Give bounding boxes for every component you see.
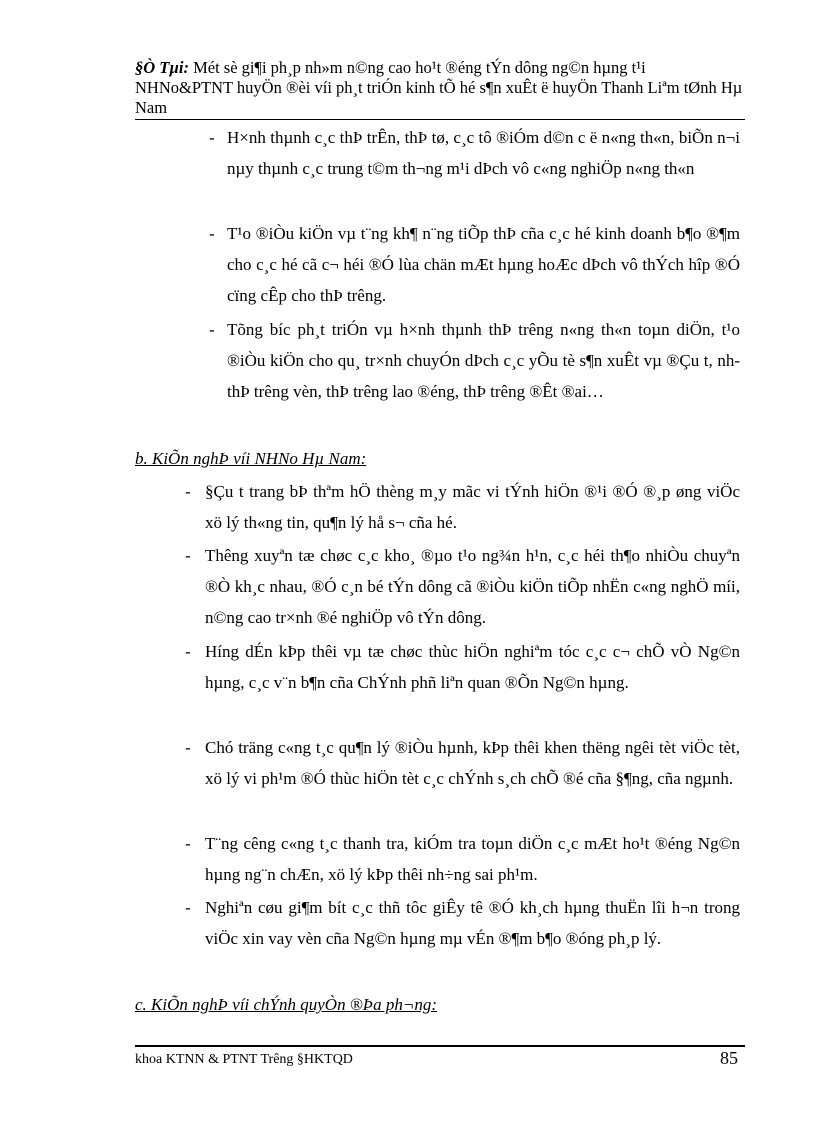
bullet-dash: - — [185, 482, 191, 501]
list-item — [209, 122, 740, 184]
bullet-dash: - — [185, 738, 191, 757]
list-item — [185, 828, 740, 890]
bullet-dash: - — [209, 128, 215, 147]
list-item — [185, 540, 740, 633]
list-item — [209, 314, 740, 407]
list-item — [185, 732, 740, 794]
footer-divider — [135, 1045, 745, 1047]
bullet-dash: - — [209, 320, 215, 339]
list-item-text: Chó träng c«ng t¸c qu¶n lý ®iÒu hµnh, kÞp thêi khen thëng ngêi tèt viÖc tèt, xö lý vi ph¹m ®Ó thùc hiÖn tèt c¸c chÝnh s¸ch chÕ ®é cña §¶ng, cña ngµnh. — [205, 738, 740, 788]
list-item-text: T¹o ®iÒu kiÖn vµ t¨ng kh¶ n¨ng tiÕp thÞ cña c¸c hé kinh doanh b¶o ®¶m cho c¸c hé cã c¬ héi ®Ó lùa chän mÆt hµng hoÆc dÞch vô thÝch hîp ®Ó cïng cÊp cho thÞ trêng. — [227, 224, 740, 305]
list-item-text: §Çu t trang bÞ thªm hÖ thèng m¸y mãc vi tÝnh hiÖn ®¹i ®Ó ®¸p øng viÖc xö lý th«ng tin, qu¶n lý hå s¬ cña hé. — [205, 482, 740, 532]
list-item — [185, 636, 740, 698]
bullet-dash: - — [185, 898, 191, 917]
bullet-dash: - — [209, 224, 215, 243]
list-item-text: Nghiªn cøu gi¶m bít c¸c thñ tôc giÊy tê ®Ó kh¸ch hµng thuËn lîi h¬n trong viÖc xin vay vèn cña Ng©n hµng mµ vÉn ®¶m b¶o ®óng ph¸p lý. — [205, 898, 740, 948]
bullet-dash: - — [185, 642, 191, 661]
section2-heading: b. KiÕn nghÞ víi NHNo Hµ Nam: — [135, 449, 367, 468]
header-lead: §Ò Tµi: — [135, 58, 189, 77]
bullet-dash: - — [185, 834, 191, 853]
list-item-text: T¨ng cêng c«ng t¸c thanh tra, kiÓm tra toµn diÖn c¸c mÆt ho¹t ®éng Ng©n hµng ng¨n chÆn, xö lý kÞp thêi nh÷ng sai ph¹m. — [205, 834, 740, 884]
list-item — [209, 218, 740, 311]
list-item — [185, 892, 740, 954]
list-item-text: Thêng xuyªn tæ chøc c¸c kho¸ ®µo t¹o ng¾n h¹n, c¸c héi th¶o nhiÒu chuyªn ®Ò kh¸c nhau, ®Ó c¸n bé tÝn dông cã ®iÒu kiÖn tiÕp nhËn c«ng nghÖ míi, n©ng cao tr×nh ®é nghiÖp vô tÝn dông. — [205, 546, 740, 627]
list-item — [185, 476, 740, 538]
page-number: 85 — [720, 1048, 738, 1068]
list-item-text: Híng dÉn kÞp thêi vµ tæ chøc thùc hiÖn nghiªm tóc c¸c c¬ chÕ vÒ Ng©n hµng, c¸c v¨n b¶n cña ChÝnh phñ liªn quan ®Õn Ng©n hµng. — [205, 642, 740, 692]
bullet-dash: - — [185, 546, 191, 565]
page-header — [135, 58, 745, 120]
header-title: Mét sè gi¶i ph¸p nh»m n©ng cao ho¹t ®éng tÝn dông ng©n hµng t¹i NHNo&PTNT huyÖn ®èi víi ph¸t triÓn kinh tÕ hé s¶n xuÊt ë huyÖn Thanh Liªm tØnh Hµ Nam — [135, 58, 743, 117]
list-item-text: H×nh thµnh c¸c thÞ trÊn, thÞ tø, c¸c tô ®iÓm d©n c ë n«ng th«n, biÕn n¬i nµy thµnh c¸c trung t©m th¬ng m¹i dÞch vô c«ng nghiÖp n«ng th«n — [227, 128, 740, 178]
section3-heading: c. KiÕn nghÞ víi chÝnh quyÒn ®Þa ph¬ng: — [135, 995, 438, 1014]
list-item-text: Tõng bíc ph¸t triÓn vµ h×nh thµnh thÞ trêng n«ng th«n toµn diÖn, t¹o ®iÒu kiÖn cho qu¸ tr×nh chuyÓn dÞch c¸c yÕu tè s¶n xuÊt vµ ®Çu t, nh thÞ trêng vèn, thÞ trêng lao ®éng, thÞ trêng ®Êt ®ai… — [227, 320, 740, 401]
footer-text: khoa KTNN & PTNT Trêng §HKTQD — [135, 1052, 353, 1067]
